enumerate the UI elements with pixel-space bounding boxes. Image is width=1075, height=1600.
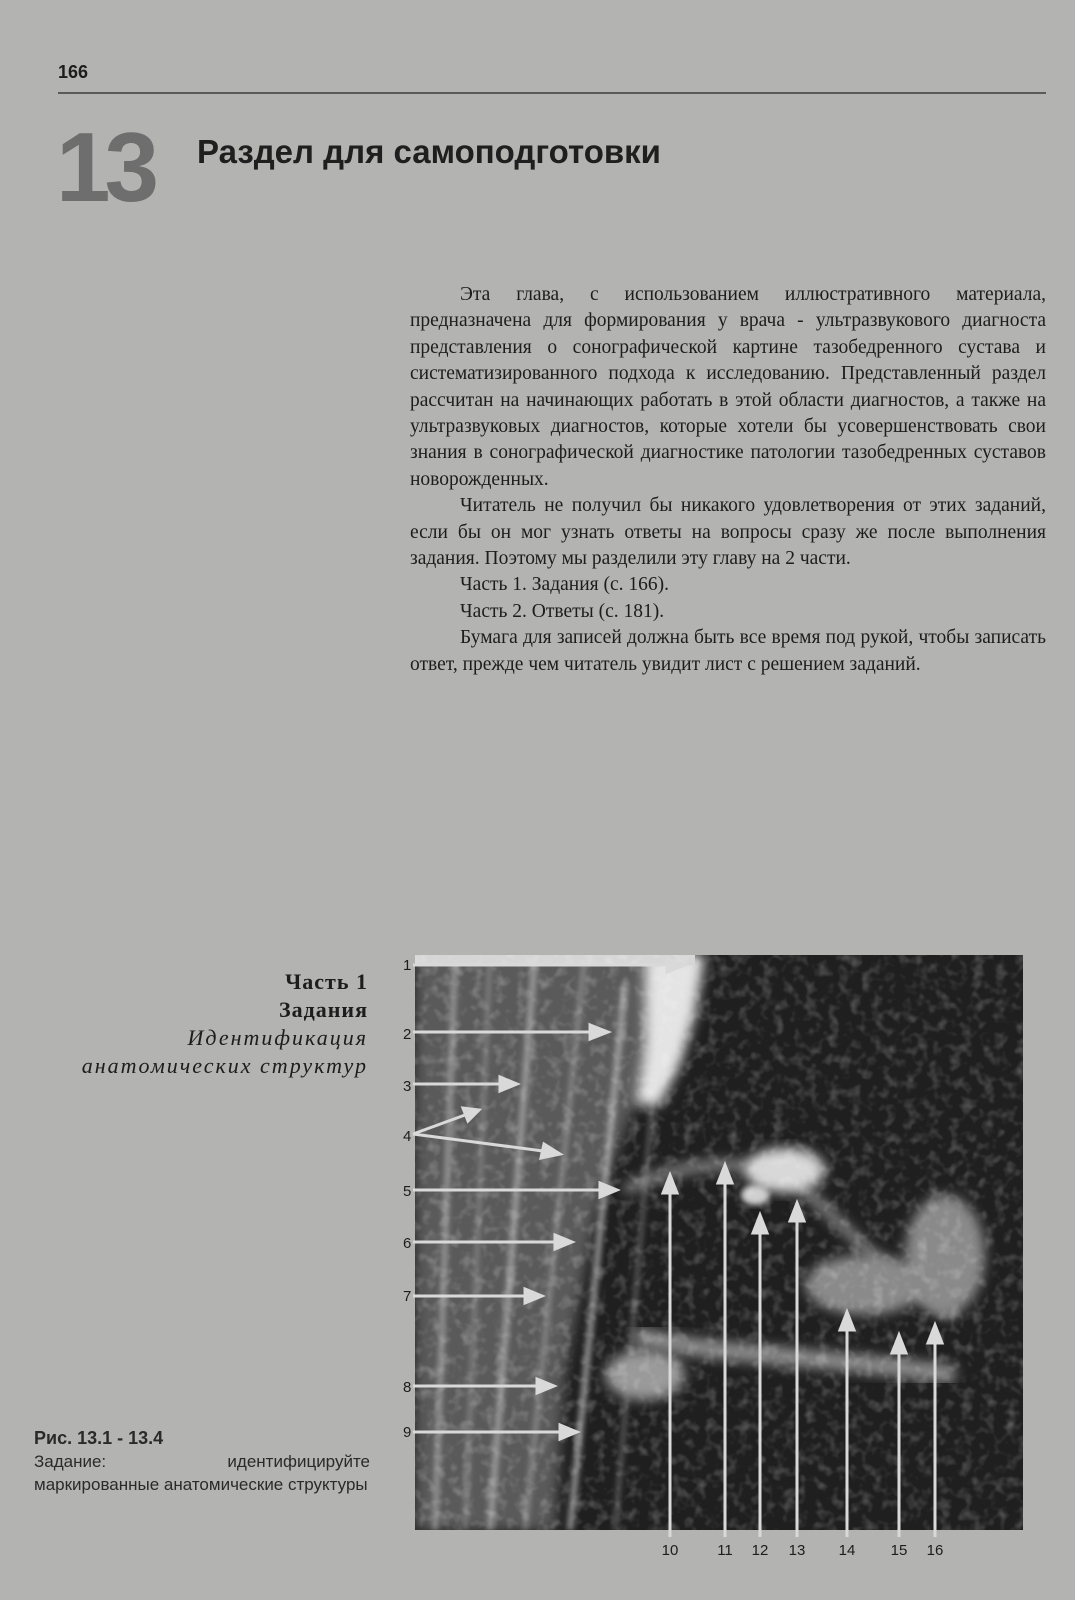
intro-text — [410, 282, 1046, 678]
marker-label-13: 13 — [788, 1542, 806, 1559]
intro-paragraph: Эта глава, с использованием иллюстративного материала, предназначена для формирования у врача - ультразвукового диагноста представления о сонографической картине тазобедренного сустава и систематизированного подхода к исследованию. Представленный раздел рассчитан на начинающих работать в этой области диагностов, а также на ультразвуковых диагностов, которые хотели бы усовершенствовать свои знания в сонографической диагностике патологии тазобедренных суставов новорожденных. — [410, 284, 1046, 490]
marker-label-2: 2 — [403, 1026, 412, 1043]
intro-paragraph: Часть 2. Ответы (с. 181). — [460, 600, 665, 622]
ultrasound-figure — [395, 955, 1055, 1565]
marker-label-3: 3 — [403, 1078, 412, 1095]
figure-caption — [34, 1427, 370, 1496]
marker-label-12: 12 — [751, 1542, 769, 1559]
part-heading — [30, 968, 368, 1080]
marker-label-9: 9 — [403, 1424, 412, 1441]
figure-caption-text: Задание: идентифицируйте маркированные анатомические структуры — [34, 1452, 370, 1494]
marker-label-15: 15 — [890, 1542, 908, 1559]
chapter-number: 13 — [56, 112, 154, 222]
chapter-title: Раздел для самоподготовки — [197, 133, 661, 170]
page-number: 166 — [58, 62, 89, 82]
intro-paragraph: Бумага для записей должна быть все время под рукой, чтобы записать ответ, прежде чем читатель увидит лист с решением заданий. — [410, 627, 1046, 675]
part-number: Часть 1 — [285, 969, 368, 994]
marker-label-11: 11 — [717, 1542, 733, 1559]
intro-paragraph: Читатель не получил бы никакого удовлетворения от этих заданий, если бы он мог узнать ответы на вопросы сразу же после выполнения задания. Поэтому мы разделили эту главу на 2 части. — [410, 495, 1046, 570]
figure-caption-title: Рис. 13.1 - 13.4 — [34, 1428, 164, 1448]
part-title: Задания — [279, 997, 368, 1022]
part-subtitle-2: анатомических структур — [81, 1053, 368, 1078]
marker-label-1: 1 — [403, 957, 412, 974]
marker-label-5: 5 — [403, 1183, 412, 1200]
part-subtitle-1: Идентификация — [187, 1025, 368, 1050]
marker-label-7: 7 — [403, 1288, 412, 1305]
header-rule — [58, 92, 1046, 94]
marker-label-4: 4 — [403, 1128, 412, 1145]
marker-label-14: 14 — [838, 1542, 856, 1559]
marker-label-16: 16 — [926, 1542, 944, 1559]
intro-paragraph: Часть 1. Задания (с. 166). — [460, 574, 670, 596]
marker-label-10: 10 — [661, 1542, 679, 1559]
marker-label-8: 8 — [403, 1379, 412, 1396]
marker-label-6: 6 — [403, 1235, 412, 1252]
